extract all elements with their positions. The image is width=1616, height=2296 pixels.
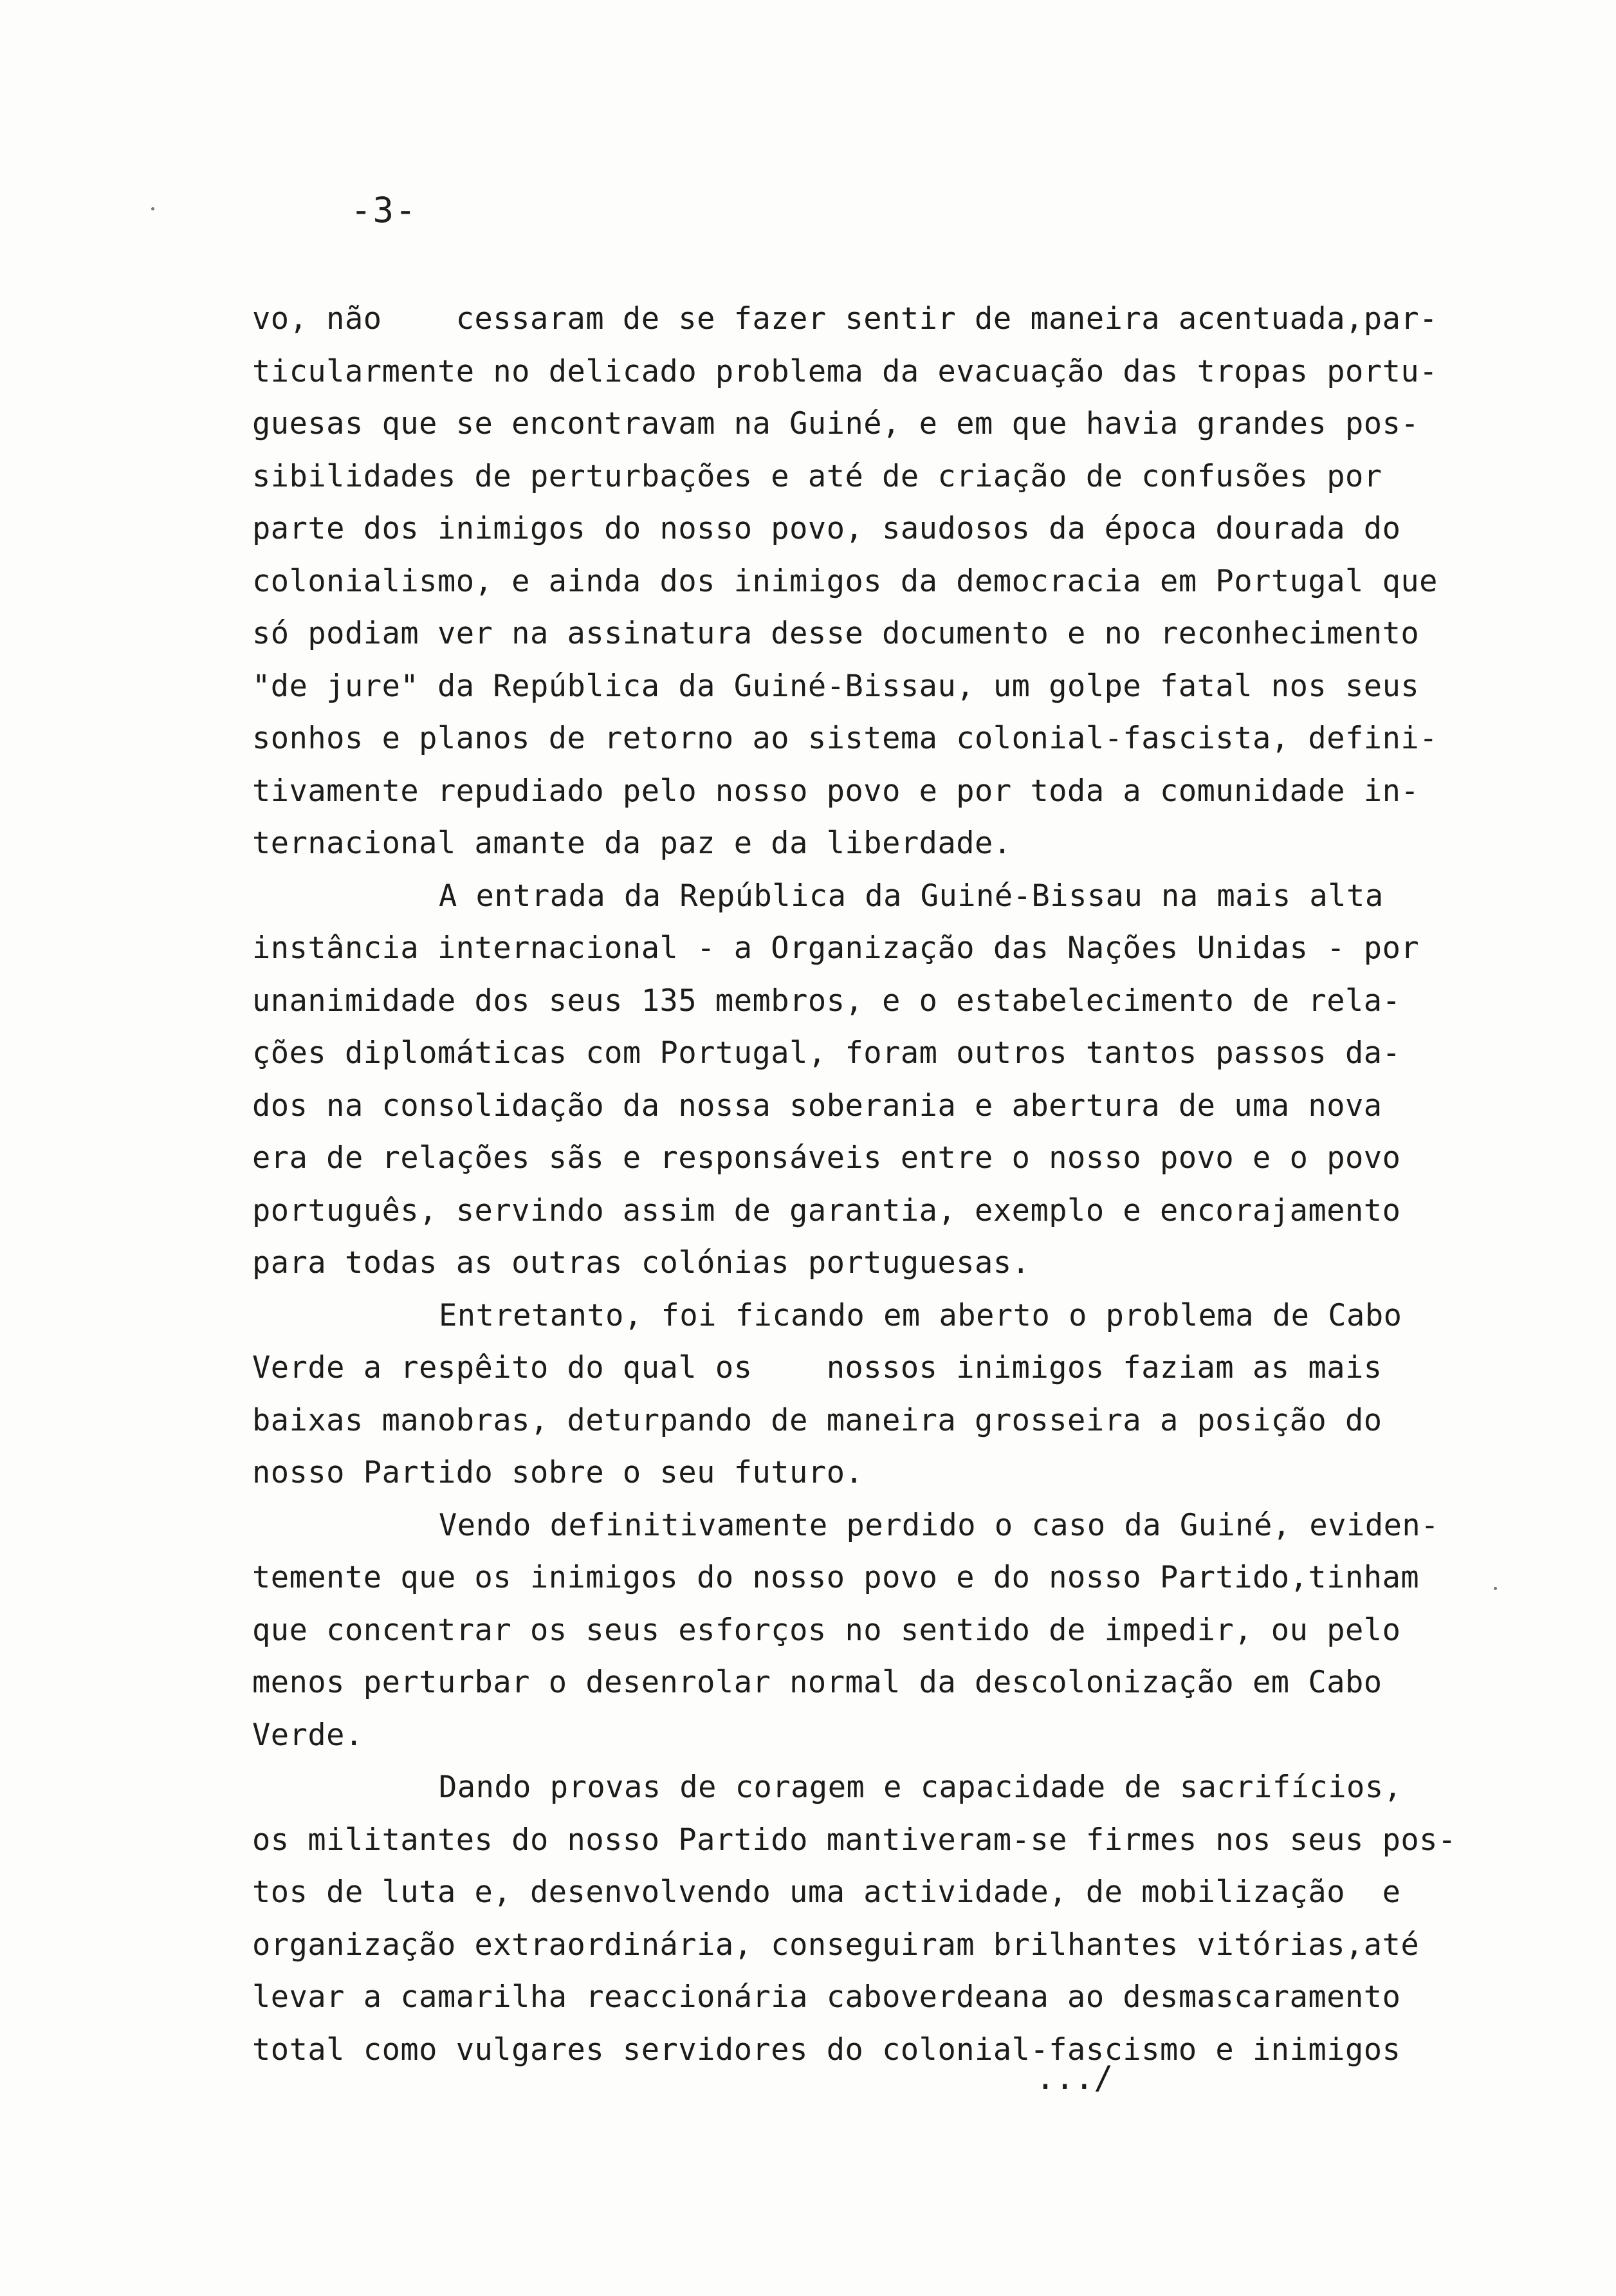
text-line: português, servindo assim de garantia, exemplo e encorajamento (252, 1192, 1401, 1228)
text-line: Entretanto, foi ficando em aberto o problema de Cabo (439, 1297, 1402, 1333)
text-line: parte dos inimigos do nosso povo, saudosos da época dourada do (252, 511, 1401, 546)
text-line: instância internacional - a Organização das Nações Unidas - por (252, 930, 1420, 966)
text-line: ternacional amante da paz e da liberdade. (252, 826, 1012, 861)
text-line: colonialismo, e ainda dos inimigos da democracia em Portugal que (252, 563, 1438, 599)
text-line: organização extraordinária, conseguiram brilhantes vitórias,até (252, 1927, 1420, 1963)
text-line: os militantes do nosso Partido mantiveram-se firmes nos seus pos- (252, 1822, 1456, 1858)
text-line: unanimidade dos seus 135 membros, e o estabelecimento de rela- (252, 983, 1401, 1019)
paper-speck (151, 207, 154, 210)
text-line: Vendo definitivamente perdido o caso da Guiné, eviden- (439, 1507, 1440, 1543)
page-number: -3- (351, 190, 418, 230)
text-line: era de relações sãs e responsáveis entre o nosso povo e o povo (252, 1140, 1401, 1176)
text-line: Verde a respêito do qual os nossos inimigos faziam as mais (252, 1350, 1382, 1385)
text-line: temente que os inimigos do nosso povo e do nosso Partido,tinham (252, 1560, 1420, 1595)
text-line: só podiam ver na assinatura desse documento e no reconhecimento (252, 616, 1420, 651)
text-line: baixas manobras, deturpando de maneira grosseira a posição do (252, 1402, 1382, 1438)
text-line: sonhos e planos de retorno ao sistema colonial-fascista, defini- (252, 721, 1438, 756)
text-line: tivamente repudiado pelo nosso povo e por toda a comunidade in- (252, 773, 1420, 809)
continuation-mark: .../ (1036, 2059, 1114, 2097)
text-line: levar a camarilha reaccionária caboverdeana ao desmascaramento (252, 1979, 1401, 2015)
text-line: guesas que se encontravam na Guiné, e em que havia grandes pos- (252, 406, 1420, 441)
text-line: ções diplomáticas com Portugal, foram outros tantos passos da- (252, 1035, 1401, 1071)
text-line: que concentrar os seus esforços no sentido de impedir, ou pelo (252, 1612, 1401, 1648)
text-line: para todas as outras colónias portuguesas. (252, 1245, 1031, 1281)
text-line: tos de luta e, desenvolvendo uma actividade, de mobilização e (252, 1875, 1401, 1910)
text-line: menos perturbar o desenrolar normal da descolonização em Cabo (252, 1665, 1382, 1700)
text-line: Dando provas de coragem e capacidade de sacrifícios, (439, 1770, 1402, 1805)
document-body (252, 293, 1487, 2076)
text-line: nosso Partido sobre o seu futuro. (252, 1455, 864, 1490)
text-line: total como vulgares servidores do colonial-fascismo e inimigos (252, 2032, 1401, 2068)
text-line: ticularmente no delicado problema da evacuação das tropas portu- (252, 353, 1438, 389)
text-line: sibilidades de perturbações e até de criação de confusões por (252, 458, 1382, 494)
text-line: dos na consolidação da nossa soberania e abertura de uma nova (252, 1088, 1382, 1124)
text-line: Verde. (252, 1717, 363, 1753)
text-line: vo, não cessaram de se fazer sentir de maneira acentuada,par- (252, 301, 1438, 337)
text-line: A entrada da República da Guiné-Bissau na mais alta (439, 878, 1384, 914)
paper-speck (1494, 1587, 1497, 1590)
text-line: "de jure" da República da Guiné-Bissau, um golpe fatal nos seus (252, 668, 1420, 704)
